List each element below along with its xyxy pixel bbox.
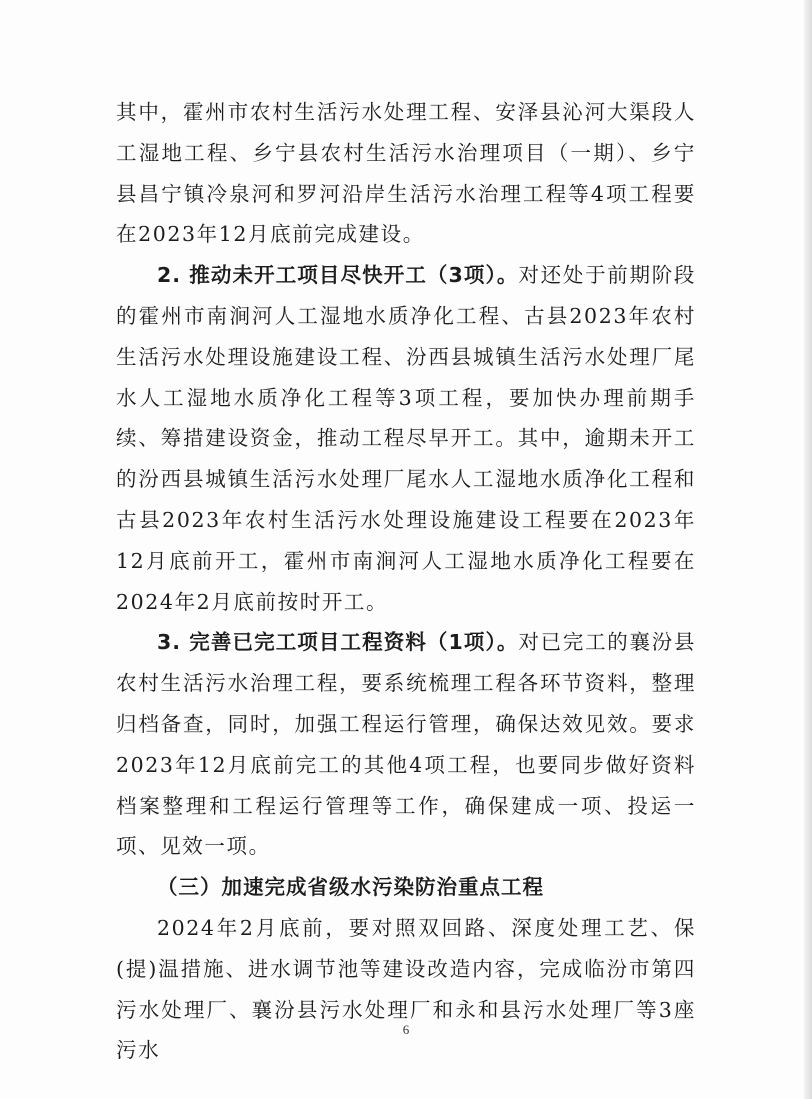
page-edge-shadow <box>804 0 812 1099</box>
paragraph-2-text: 对还处于前期阶段的霍州市南涧河人工湿地水质净化工程、古县2023年农村生活污水处理设施建设工程、汾西县城镇生活污水处理厂尾水人工湿地水质净化工程等3项工程，要加快办理前期手续、筹措建设资金，推动工程尽早开工。其中，逾期未开工的汾西县城镇生活污水处理厂尾水人工湿地水质净化工程和古县2023年农村生活污水处理设施建设工程要在2023年12月底前开工，霍州市南涧河人工湿地水质净化工程要在2024年2月底前按时开工。 <box>116 263 696 614</box>
page-number: 6 <box>402 1022 410 1037</box>
paragraph-3-lead: 3. 完善已完工项目工程资料（1项）。 <box>157 630 519 655</box>
paragraph-4: 2024年2月底前，要对照双回路、深度处理工艺、保(提)温措施、进水调节池等建设改造内容，完成临汾市第四污水处理厂、襄汾县污水处理厂和永和县污水处理厂等3座污水 <box>116 915 696 1063</box>
document-body <box>116 92 696 1071</box>
paragraph-2-lead: 2. 推动未开工项目尽快开工（3项）。 <box>157 263 519 288</box>
paragraph-3-text: 对已完工的襄汾县农村生活污水治理工程，要系统梳理工程各环节资料，整理归档备查，同时，加强工程运行管理，确保达效见效。要求2023年12月底前完工的其他4项工程，也要同步做好资料档案整理和工程运行管理等工作，确保建成一项、投运一项、见效一项。 <box>116 630 696 859</box>
paragraph-1 <box>116 92 696 255</box>
paragraph-1-text: 其中，霍州市农村生活污水处理工程、安泽县沁河大渠段人工湿地工程、乡宁县农村生活污水治理项目（一期）、乡宁县昌宁镇冷泉河和罗河沿岸生活污水治理工程等4项工程要在2023年12月底前完成建设。 <box>116 100 696 247</box>
paragraph-3 <box>116 622 696 867</box>
section-title: （三）加速完成省级水污染防治重点工程 <box>157 875 544 900</box>
paragraph-2 <box>116 255 696 622</box>
